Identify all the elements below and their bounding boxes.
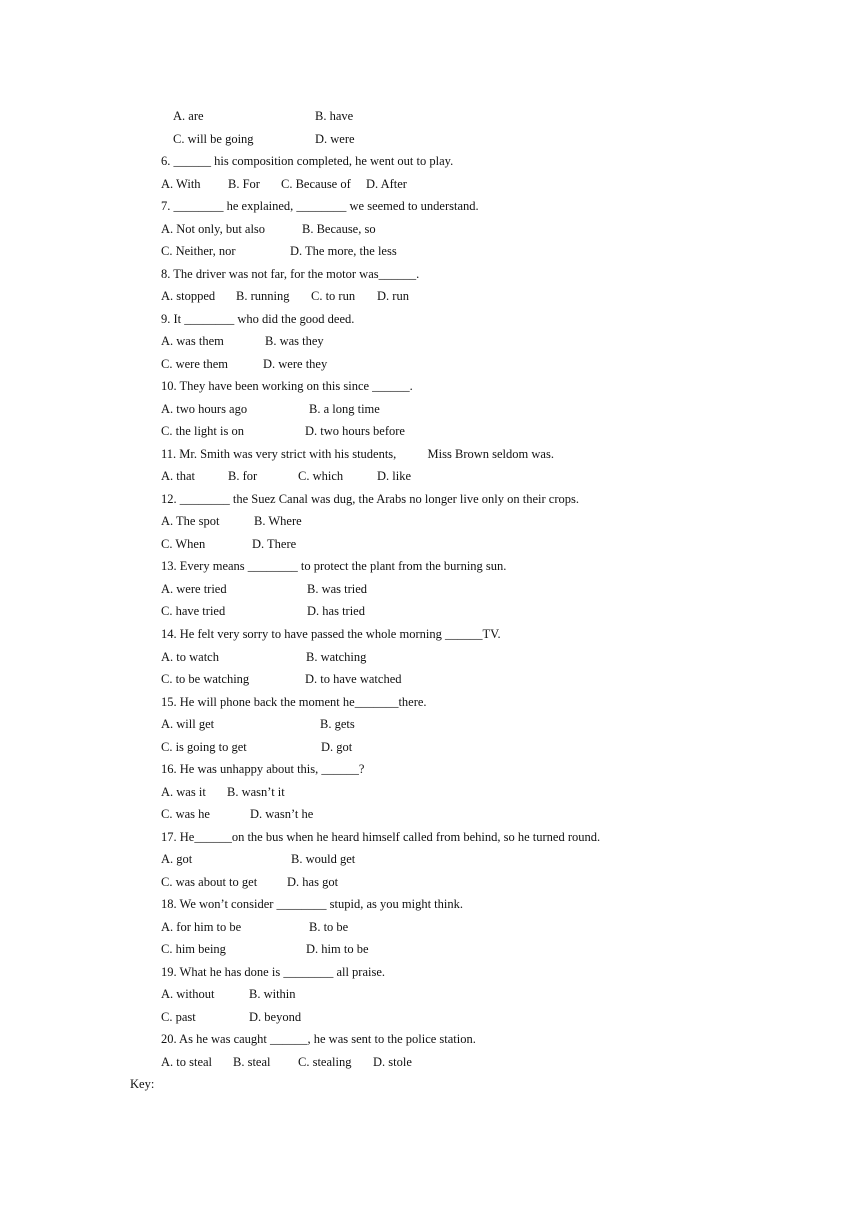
- q13-opt-b: B. was tried: [307, 582, 368, 596]
- q18-opt-a: A. for him to be: [161, 920, 242, 934]
- q11-opt-a: A. that: [161, 469, 196, 483]
- q12: 12. ________ the Suez Canal was dug, the Arabs no longer live only on their crops.: [161, 492, 579, 506]
- q9-opt-a: A. was them: [161, 334, 224, 348]
- q10-opt-b: B. a long time: [309, 402, 380, 416]
- q20-opt-a: A. to steal: [161, 1055, 213, 1069]
- q8-opt-d: D. run: [377, 289, 409, 303]
- q11: 11. Mr. Smith was very strict with his students, Miss Brown seldom was.: [161, 447, 554, 461]
- q5-opt-a: A. are: [173, 109, 204, 123]
- q15-opt-d: D. got: [321, 740, 353, 754]
- q7-opt-c: C. Neither, nor: [161, 244, 236, 258]
- q10: 10. They have been working on this since ______.: [161, 379, 413, 393]
- q14: 14. He felt very sorry to have passed the whole morning ______TV.: [161, 627, 501, 641]
- q15-opt-a: A. will get: [161, 717, 215, 731]
- q8-opt-b: B. running: [236, 289, 290, 303]
- q20-opt-c: C. stealing: [298, 1055, 352, 1069]
- q16-opt-a: A. was it: [161, 785, 206, 799]
- q8: 8. The driver was not far, for the motor was______.: [161, 267, 420, 281]
- q19-opt-c: C. past: [161, 1010, 196, 1024]
- key-label: Key:: [130, 1077, 155, 1091]
- q16: 16. He was unhappy about this, ______?: [161, 762, 365, 776]
- q19-opt-a: A. without: [161, 987, 215, 1001]
- q13-opt-a: A. were tried: [161, 582, 227, 596]
- q7-opt-b: B. Because, so: [302, 222, 376, 236]
- q9-opt-c: C. were them: [161, 357, 228, 371]
- q15: 15. He will phone back the moment he_______there.: [161, 695, 427, 709]
- q13-opt-c: C. have tried: [161, 604, 226, 618]
- q6: 6. ______ his composition completed, he went out to play.: [161, 154, 454, 168]
- q17-opt-b: B. would get: [291, 852, 356, 866]
- q14-opt-a: A. to watch: [161, 650, 219, 664]
- q7-opt-a: A. Not only, but also: [161, 222, 266, 236]
- q5-opt-c: C. will be going: [173, 132, 254, 146]
- q5-opt-d: D. were: [315, 132, 355, 146]
- q17-opt-c: C. was about to get: [161, 875, 258, 889]
- q18-opt-d: D. him to be: [306, 942, 369, 956]
- q12-opt-a: A. The spot: [161, 514, 220, 528]
- q19-opt-d: D. beyond: [249, 1010, 302, 1024]
- q6-opt-c: C. Because of: [281, 177, 351, 191]
- q13: 13. Every means ________ to protect the plant from the burning sun.: [161, 559, 507, 573]
- q17-opt-a: A. got: [161, 852, 193, 866]
- q12-opt-d: D. There: [252, 537, 297, 551]
- q17: 17. He______on the bus when he heard himself called from behind, so he turned round.: [161, 830, 601, 844]
- q17-opt-d: D. has got: [287, 875, 339, 889]
- q15-opt-c: C. is going to get: [161, 740, 247, 754]
- q16-opt-d: D. wasn’t he: [250, 807, 314, 821]
- q16-opt-b: B. wasn’t it: [227, 785, 285, 799]
- q14-opt-d: D. to have watched: [305, 672, 402, 686]
- q6-opt-d: D. After: [366, 177, 407, 191]
- q11-opt-d: D. like: [377, 469, 412, 483]
- q14-opt-b: B. watching: [306, 650, 367, 664]
- q7-opt-d: D. The more, the less: [290, 244, 397, 258]
- q9-opt-b: B. was they: [265, 334, 324, 348]
- q12-opt-b: B. Where: [254, 514, 302, 528]
- q20-opt-d: D. stole: [373, 1055, 412, 1069]
- q10-opt-a: A. two hours ago: [161, 402, 248, 416]
- q18-opt-c: C. him being: [161, 942, 226, 956]
- q9-opt-d: D. were they: [263, 357, 328, 371]
- q18-opt-b: B. to be: [309, 920, 349, 934]
- q14-opt-c: C. to be watching: [161, 672, 250, 686]
- q13-opt-d: D. has tried: [307, 604, 365, 618]
- q18: 18. We won’t consider ________ stupid, as you might think.: [161, 897, 463, 911]
- q11-opt-b: B. for: [228, 469, 258, 483]
- q9: 9. It ________ who did the good deed.: [161, 312, 355, 326]
- q20: 20. As he was caught ______, he was sent to the police station.: [161, 1032, 476, 1046]
- q15-opt-b: B. gets: [320, 717, 355, 731]
- q20-opt-b: B. steal: [233, 1055, 271, 1069]
- q19: 19. What he has done is ________ all praise.: [161, 965, 386, 979]
- q10-opt-c: C. the light is on: [161, 424, 244, 438]
- q7: 7. ________ he explained, ________ we seemed to understand.: [161, 199, 479, 213]
- q16-opt-c: C. was he: [161, 807, 210, 821]
- q6-opt-a: A. With: [161, 177, 201, 191]
- q8-opt-c: C. to run: [311, 289, 356, 303]
- q11-opt-c: C. which: [298, 469, 344, 483]
- q19-opt-b: B. within: [249, 987, 296, 1001]
- q12-opt-c: C. When: [161, 537, 206, 551]
- q6-opt-b: B. For: [228, 177, 260, 191]
- q5-opt-b: B. have: [315, 109, 354, 123]
- q10-opt-d: D. two hours before: [305, 424, 405, 438]
- q8-opt-a: A. stopped: [161, 289, 216, 303]
